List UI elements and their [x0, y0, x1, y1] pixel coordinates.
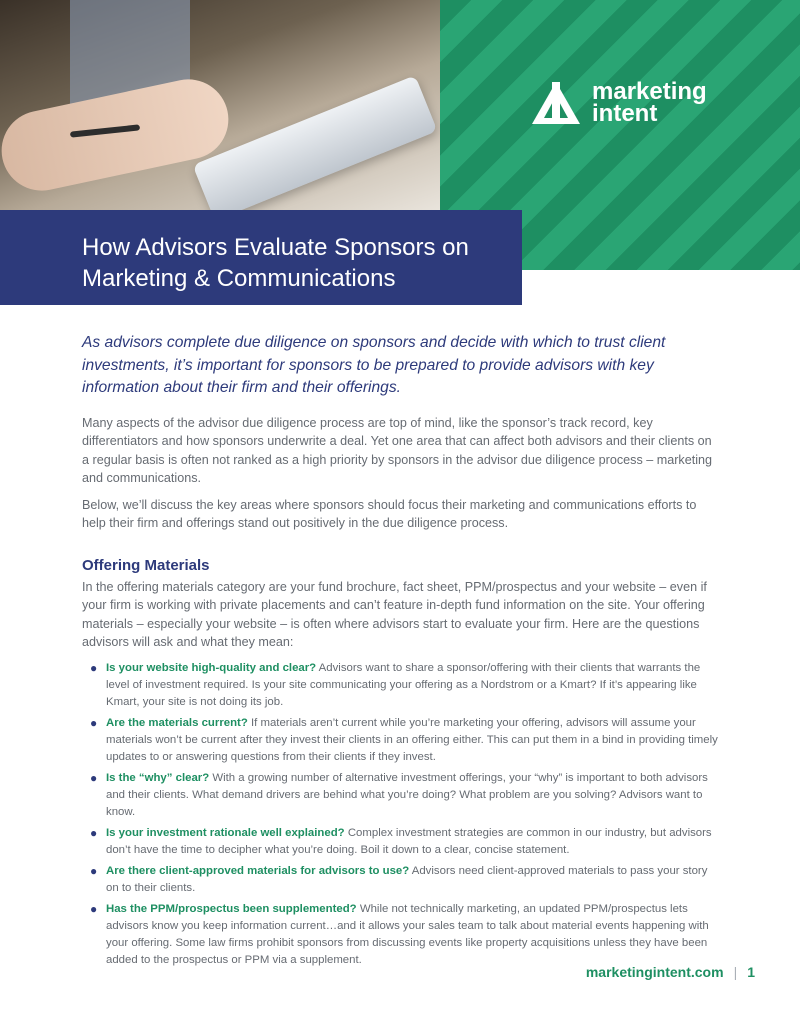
bullet-question: Is the “why” clear? [106, 771, 210, 784]
list-item [82, 825, 722, 859]
list-item [82, 715, 722, 766]
hero-photo [0, 0, 440, 210]
bullet-question: Are the materials current? [106, 716, 248, 729]
bullet-icon: ● [90, 863, 98, 878]
bullet-icon: ● [90, 825, 98, 840]
bullet-answer: If materials aren’t current while you’re marketing your offering, advisors will assume your materials won’t be current after they invest their clients in an offering either. This can put them in a bind in providing timely updates to or answering questions from their clients if they invest. [106, 716, 718, 763]
bullet-answer: Advisors need client-approved materials to pass your story on to their clients. [106, 864, 708, 894]
brand-line1: marketing [592, 78, 707, 105]
page-footer [586, 964, 755, 980]
bullet-answer: With a growing number of alternative investment offerings, your “why” is important to both advisors and their clients. What demand drivers are behind what you’re doing? What problem are you solving? Advisors want to know. [106, 771, 708, 818]
body-paragraph-1: Many aspects of the advisor due diligence process are top of mind, like the sponsor’s track record, key differentiators and how sponsors underwrite a deal. Yet one area that can affect both advisors and their clients on a regular basis is often not ranked as a high priority by sponsors in the advisor due diligence process – marketing and communications. [82, 415, 713, 485]
footer-separator: | [733, 964, 738, 980]
section-heading: Offering Materials [82, 556, 210, 574]
list-item [82, 863, 722, 897]
title-line1: How Advisors Evaluate Sponsors on [82, 234, 469, 261]
question-list [82, 660, 722, 969]
brand-line2: intent [592, 100, 658, 127]
bullet-answer: While not technically marketing, an updated PPM/prospectus lets advisors know you keep information current…and it allows your sales team to talk about material events happening with your offering. Some law firms prohibit sponsors from discussing events like property acquisitions unless they have been added to the prospectus or PPM via a supplement. [106, 902, 709, 966]
bullet-answer: Complex investment strategies are common in our industry, but advisors don’t have the time to decipher what you’re doing. Boil it down to a clear, concise statement. [106, 826, 712, 856]
bullet-answer: Advisors want to share a sponsor/offering with their clients that warrants the level of investment required. Is your site communicating your offering as a Nordstrom or a Kmart? If it’s appearing like Kmart, your site is not doing its job. [106, 661, 701, 708]
photo-tablet [192, 75, 437, 210]
bullet-icon: ● [90, 715, 98, 730]
title-banner [0, 210, 522, 305]
bullet-icon: ● [90, 770, 98, 785]
bullet-icon: ● [90, 660, 98, 675]
bullet-question: Is your website high-quality and clear? [106, 661, 317, 674]
bullet-icon: ● [90, 901, 98, 916]
section-intro: In the offering materials category are your fund brochure, fact sheet, PPM/prospectus and your website – even if your firm is working with private placements and can’t feature in-depth fund information on the site. Your offering materials – especially your website – is often where advisors start to evaluate your firm. Here are the questions advisors will ask and what they mean: [82, 579, 707, 649]
bullet-question: Is your investment rationale well explained? [106, 826, 345, 839]
body-paragraph-2: Below, we’ll discuss the key areas where sponsors should focus their marketing and communications efforts to help their firm and offerings stand out positively in the due diligence process. [82, 497, 697, 530]
page-title [82, 232, 469, 294]
title-line2: Marketing & Communications [82, 265, 396, 292]
logo-mark-icon [530, 80, 582, 126]
list-item [82, 660, 722, 711]
bullet-question: Has the PPM/prospectus been supplemented? [106, 902, 357, 915]
footer-website-link[interactable]: marketingintent.com [585, 964, 724, 980]
bullet-question: Are there client-approved materials for advisors to use? [106, 864, 410, 877]
list-item [82, 770, 722, 821]
list-item [82, 901, 722, 969]
lead-paragraph: As advisors complete due diligence on sponsors and decide with which to trust client investments, it’s important for sponsors to be prepared to provide advisors with key information about their firm and their offerings. [82, 334, 666, 396]
page-number: 1 [747, 964, 755, 980]
article-body [82, 332, 722, 973]
brand-logo [530, 80, 707, 126]
